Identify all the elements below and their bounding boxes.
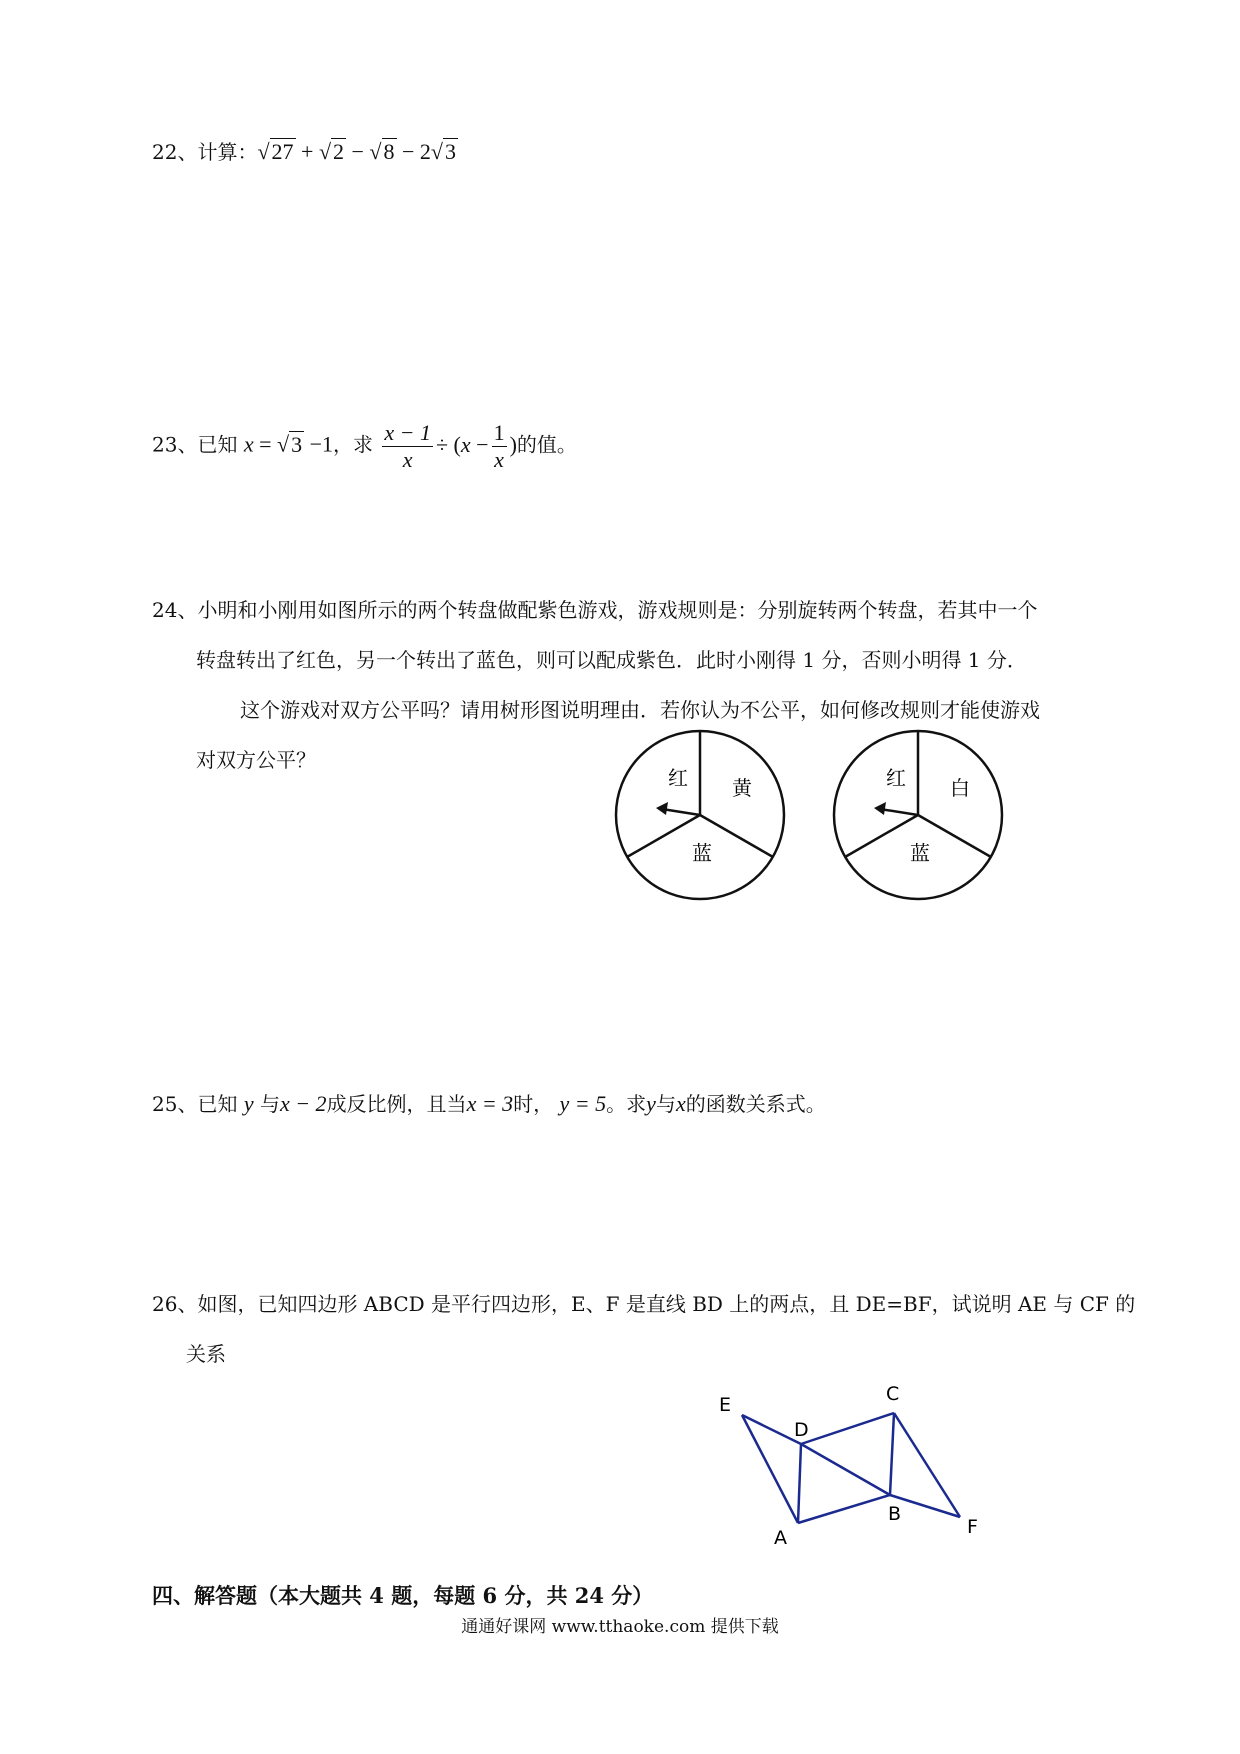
pointer-arrow-icon xyxy=(656,802,668,815)
question-24-line2: 转盘转出了红色，另一个转出了蓝色，则可以配成紫色．此时小刚得 1 分，否则小明得 1 分． xyxy=(196,648,1027,672)
spinner-figure xyxy=(610,725,1020,905)
section-title: 四、解答题（本大题共 4 题，每题 6 分，共 24 分） xyxy=(152,1583,654,1608)
question-24-line3: 这个游戏对双方公平吗？请用树形图说明理由．若你认为不公平，如何修改规则才能使游戏 xyxy=(240,698,1040,722)
point-b-label: B xyxy=(888,1503,902,1525)
spinner-1 xyxy=(616,731,784,899)
point-e-label: E xyxy=(719,1394,732,1416)
footer: 通通好课网 www.tthaoke.com 提供下载 xyxy=(461,1617,779,1637)
point-a-label: A xyxy=(774,1527,787,1549)
parallelogram-figure xyxy=(705,1380,1005,1550)
spinner-1-blue: 蓝 xyxy=(692,841,712,865)
question-22-label: 22、计算： xyxy=(152,140,258,164)
question-22 xyxy=(152,138,458,166)
point-d-label: D xyxy=(794,1419,809,1441)
spinner-1-red: 红 xyxy=(668,766,688,790)
point-f-label: F xyxy=(967,1516,978,1538)
question-24-line4: 对双方公平？ xyxy=(196,748,316,772)
question-25: 25、已知 y 与x − 2成反比例，且当x = 3时， y = 5。求y与x的函数关系式。 xyxy=(152,1091,826,1116)
question-23: 23、已知 x = √3 −1，求 $\frac{x - 1}{x}$ ÷ (x − $\frac{1}{x}$ )的值。 xyxy=(152,420,577,472)
question-26-line1: 26、如图，已知四边形 ABCD 是平行四边形，E、F 是直线 BD 上的两点，且 DE=BF，试说明 AE 与 CF 的 xyxy=(152,1292,1136,1316)
question-26-line2: 关系 xyxy=(186,1342,226,1366)
question-24-line1: 24、小明和小刚用如图所示的两个转盘做配紫色游戏，游戏规则是：分别旋转两个转盘，若其中一个 xyxy=(152,598,1038,622)
spinner-2 xyxy=(834,731,1002,899)
pointer-arrow-icon xyxy=(874,802,886,815)
question-23-given: x = √3 −1 xyxy=(243,431,333,457)
spinner-2-red: 红 xyxy=(886,766,906,790)
point-c-label: C xyxy=(886,1383,900,1405)
spinner-1-yellow: 黄 xyxy=(732,776,752,800)
question-23-label: 23、已知 xyxy=(152,432,238,457)
spinner-2-white: 白 xyxy=(950,776,970,800)
question-22-expression: √27 + √2 − √8 − 2√3 xyxy=(257,139,456,164)
spinner-2-blue: 蓝 xyxy=(910,841,930,865)
question-23-expression: $\frac{x - 1}{x}$ ÷ (x − $\frac{1}{x}$ ) xyxy=(384,420,517,472)
